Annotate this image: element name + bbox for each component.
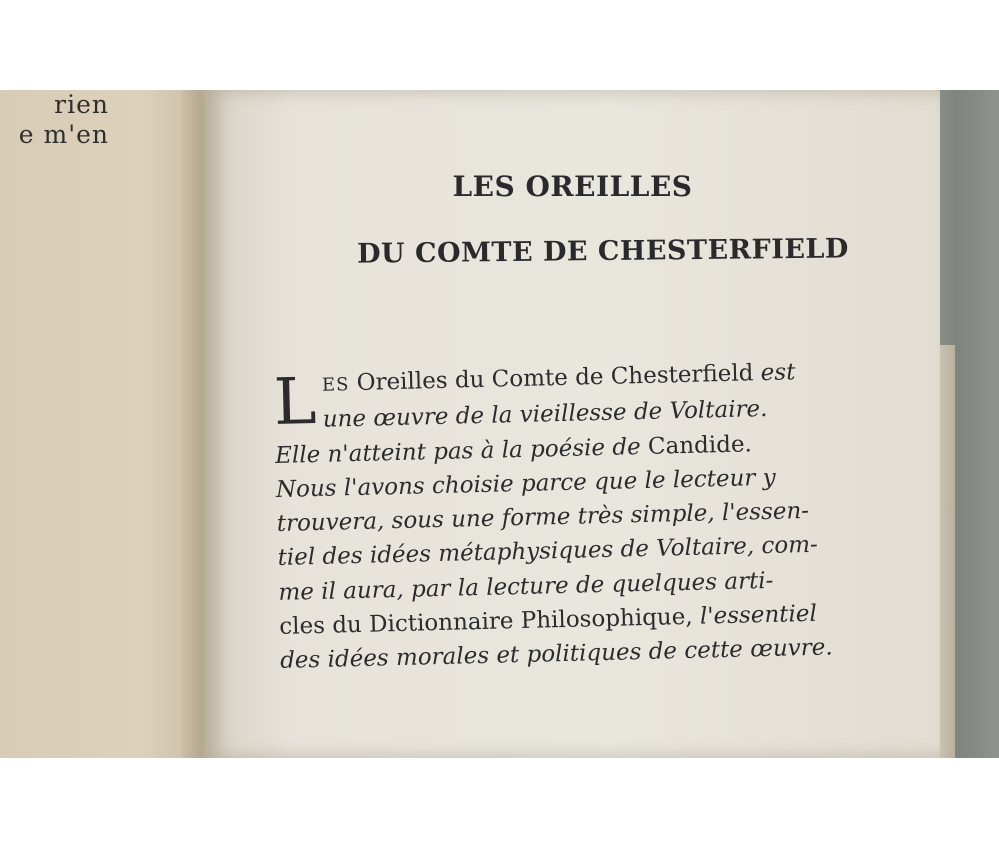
left-page-line: rien xyxy=(54,90,109,119)
left-page-line: e m'en xyxy=(18,120,109,149)
book-photo xyxy=(0,90,999,758)
left-page xyxy=(0,90,205,758)
italic-text: me il aura, par la lecture de quelques arti- xyxy=(278,567,774,606)
italic-text: Nous l'avons choisie parce que le lecteur y xyxy=(275,464,776,503)
roman-text: cles du Dictionnaire Philosophique, xyxy=(279,603,701,640)
italic-text: trouvera, sous une forme très simple, l'essen- xyxy=(276,498,810,538)
left-page-text xyxy=(19,90,109,150)
italic-text: Elle n'atteint pas à la poésie de xyxy=(274,433,649,469)
roman-text: Candide. xyxy=(647,430,753,460)
right-page xyxy=(205,90,940,758)
chapter-title-line-2: DU COMTE DE CHESTERFIELD xyxy=(357,233,849,270)
italic-text: tiel des idées métaphysiques de Voltaire, com- xyxy=(277,532,819,572)
intro-paragraph xyxy=(272,355,833,679)
italic-text: l'essentiel xyxy=(699,600,818,630)
small-caps-text: ES xyxy=(321,374,350,396)
drop-cap: L xyxy=(272,364,318,440)
italic-text: est xyxy=(760,359,796,387)
italic-text: une œuvre de la vieillesse de Voltaire. xyxy=(322,396,768,434)
chapter-title-line-1: LES OREILLES xyxy=(452,170,693,203)
roman-text: Oreilles du Comte de Chesterfield xyxy=(349,360,762,397)
italic-text: des idées morales et politiques de cette œuvre. xyxy=(279,634,833,675)
